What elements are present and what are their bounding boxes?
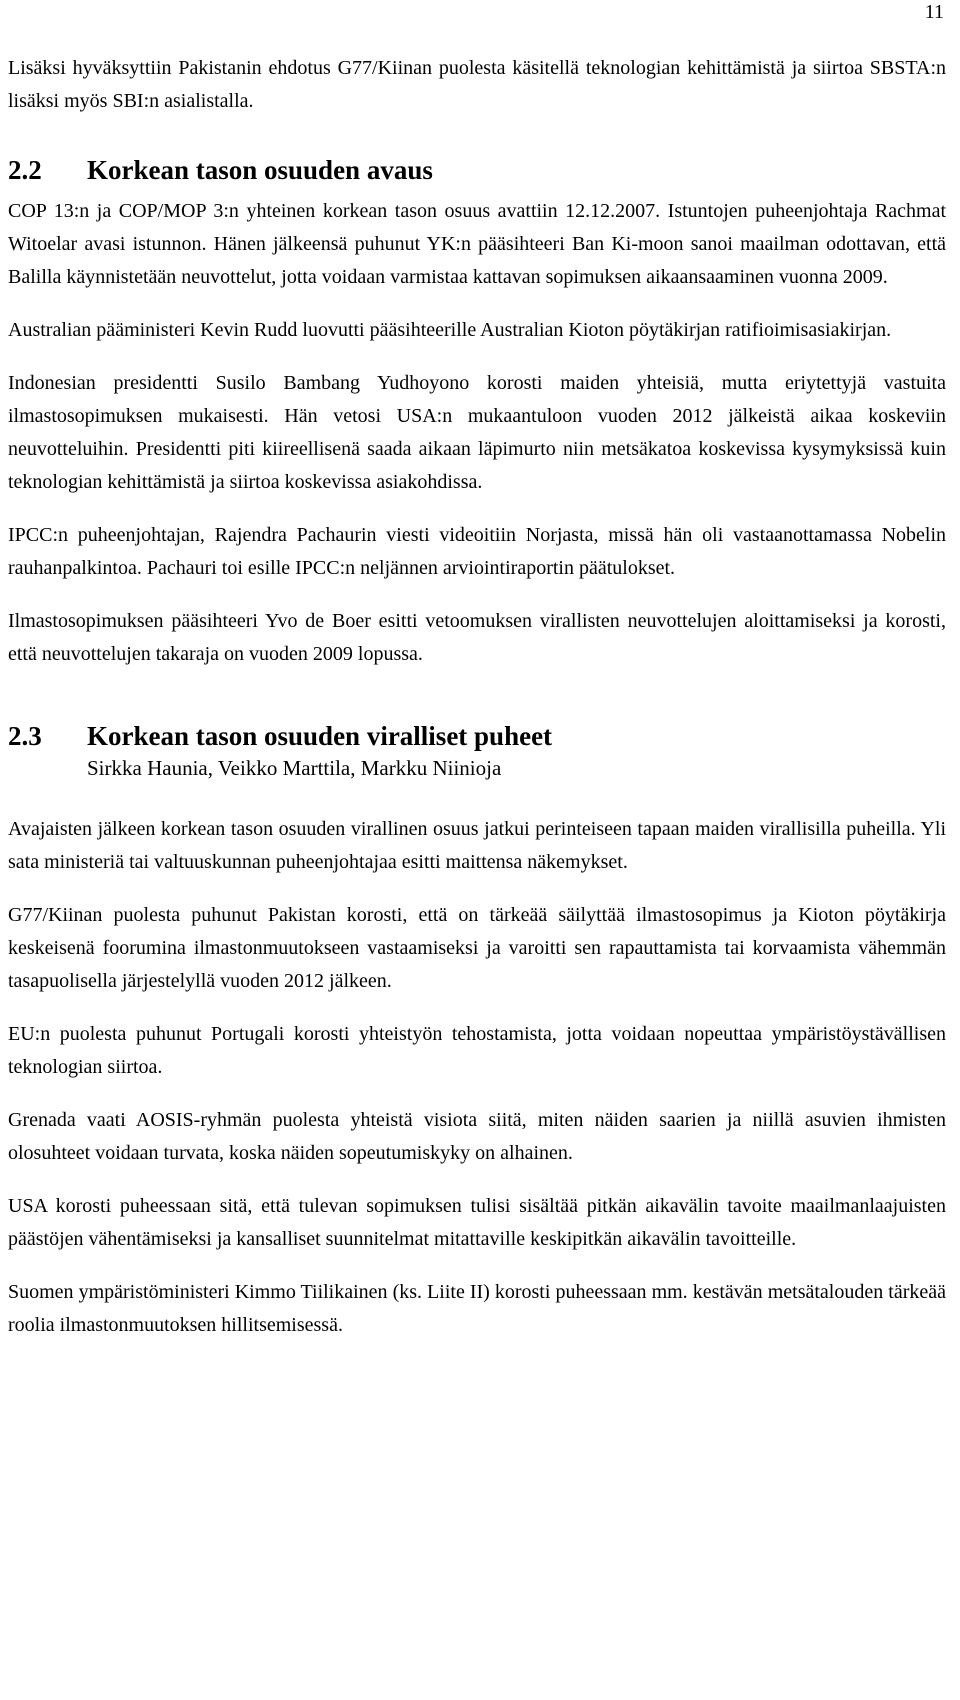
paragraph: EU:n puolesta puhunut Portugali korosti yhteistyön tehostamista, jotta voidaan nopeuttaa ympäristöystävällisen teknologian siirtoa.: [8, 1023, 946, 1078]
page-content: [8, 52, 946, 1342]
paragraph: USA korosti puheessaan sitä, että tulevan sopimuksen tulisi sisältää pitkän aikavälin tavoite maailmanlaajuisten päästöjen vähentämiseksi ja kansalliset suunnitelmat mitattaville keskipitkän aikavälin tavoitteille.: [8, 1195, 946, 1250]
section-heading-2-3: [8, 719, 946, 753]
section-number: 2.2: [8, 155, 42, 185]
section-authors: Sirkka Haunia, Veikko Marttila, Markku Niinioja: [87, 756, 502, 780]
paragraph: Grenada vaati AOSIS-ryhmän puolesta yhteistä visiota siitä, miten näiden saarien ja niillä asuvien ihmisten olosuhteet voidaan turvata, koska näiden sopeutumiskyky on alhainen.: [8, 1109, 946, 1164]
paragraph: Suomen ympäristöministeri Kimmo Tiilikainen (ks. Liite II) korosti puheessaan mm. kestävän metsätalouden tärkeää roolia ilmastonmuutoksen hillitsemisessä.: [8, 1281, 946, 1336]
paragraph: Ilmastosopimuksen pääsihteeri Yvo de Boer esitti vetoomuksen virallisten neuvottelujen aloittamiseksi ja korosti, että neuvottelujen takaraja on vuoden 2009 lopussa.: [8, 610, 946, 665]
paragraph: Indonesian presidentti Susilo Bambang Yudhoyono korosti maiden yhteisiä, mutta eriytettyjä vastuita ilmastosopimuksen mukaisesti. Hän vetosi USA:n mukaantuloon vuoden 2012 jälkeistä aikaa koskeviin neuvotteluihin. Presidentti piti kiireellisenä saada aikaan läpimurto niin metsäkatoa koskevissa kysymyksissä kuin teknologian kehittämistä ja siirtoa koskevissa asiakohdissa.: [8, 372, 946, 493]
paragraph: COP 13:n ja COP/MOP 3:n yhteinen korkean tason osuus avattiin 12.12.2007. Istuntojen puheenjohtaja Rachmat Witoelar avasi istunnon. Hänen jälkeensä puhunut YK:n pääsihteeri Ban Ki-moon sanoi maailman odottavan, että Balilla käynnistetään neuvottelut, jotta voidaan varmistaa kattavan sopimuksen aikaansaaminen vuonna 2009.: [8, 200, 946, 288]
section-number: 2.3: [8, 721, 42, 751]
paragraph: G77/Kiinan puolesta puhunut Pakistan korosti, että on tärkeää säilyttää ilmastosopimus ja Kioton pöytäkirja keskeisenä foorumina ilmastonmuutokseen vastaamiseksi ja varoitti sen rapauttamista tai korvaamista vähemmän tasapuolisella järjestelyllä vuoden 2012 jälkeen.: [8, 904, 946, 992]
paragraph: Australian pääministeri Kevin Rudd luovutti pääsihteerille Australian Kioton pöytäkirjan ratifioimisasiakirjan.: [8, 319, 892, 341]
section-title: Korkean tason osuuden viralliset puheet: [87, 721, 553, 751]
section-title: Korkean tason osuuden avaus: [87, 155, 433, 185]
section-heading-2-2: [8, 153, 946, 187]
paragraph: Avajaisten jälkeen korkean tason osuuden virallinen osuus jatkui perinteiseen tapaan maiden virallisilla puheilla. Yli sata ministeriä tai valtuuskunnan puheenjohtajaa esitti maittensa näkemykset.: [8, 818, 946, 873]
page-number: 11: [924, 1, 944, 23]
paragraph: Lisäksi hyväksyttiin Pakistanin ehdotus G77/Kiinan puolesta käsitellä teknologian kehittämistä ja siirtoa SBSTA:n lisäksi myös SBI:n asialistalla.: [8, 57, 946, 112]
paragraph: IPCC:n puheenjohtajan, Rajendra Pachaurin viesti videoitiin Norjasta, missä hän oli vastaanottamassa Nobelin rauhanpalkintoa. Pachauri toi esille IPCC:n neljännen arviointiraportin päätulokset.: [8, 524, 946, 579]
